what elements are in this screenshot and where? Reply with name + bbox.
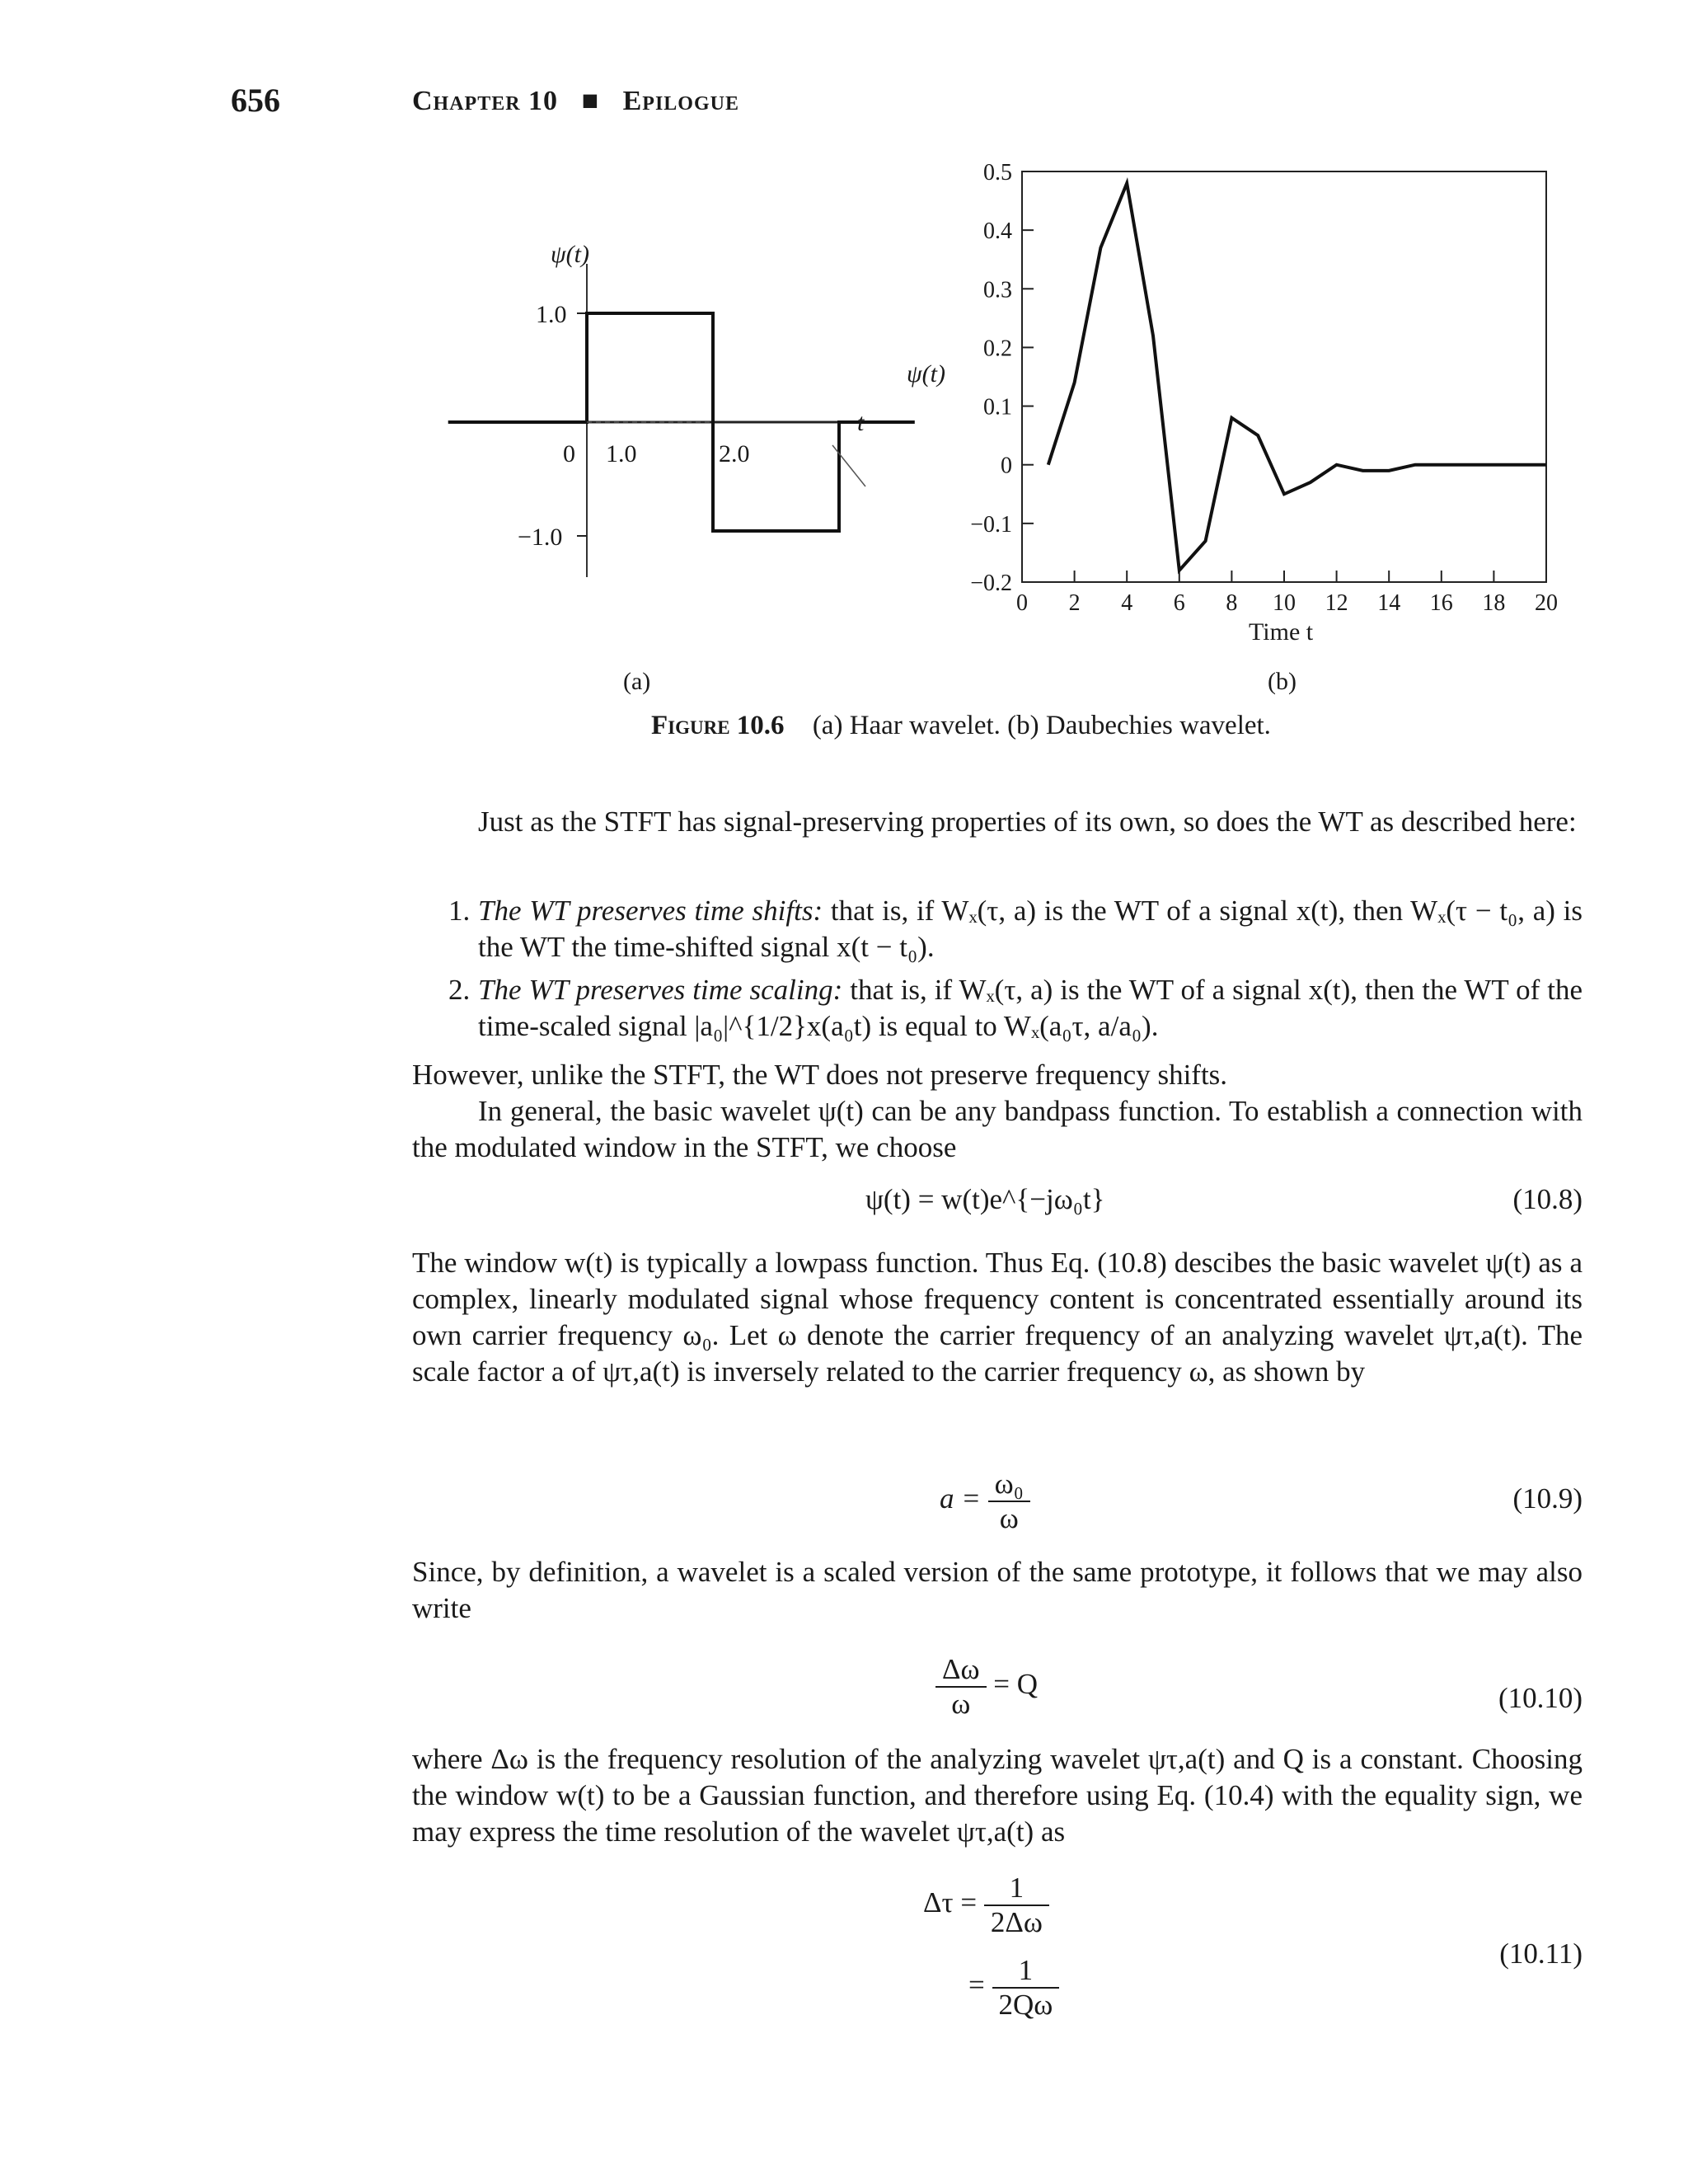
equation-expression xyxy=(940,1468,1030,1535)
paragraph-block-3 xyxy=(412,1554,1582,1627)
paragraph: Since, by definition, a wavelet is a scaled version of the same prototype, it follows that we may also write xyxy=(412,1556,1582,1624)
equation-line-1 xyxy=(923,1872,1049,1939)
panel-b-label: (b) xyxy=(1268,668,1296,695)
chapter-title: Epilogue xyxy=(622,86,739,116)
intro-block xyxy=(412,804,1582,840)
fraction xyxy=(984,1872,1049,1939)
daub-ytick-label: 0.3 xyxy=(983,277,1012,303)
daubechies-panel xyxy=(907,160,1558,695)
header-bullet: ■ xyxy=(581,86,600,116)
list-item-number: 1. xyxy=(448,895,471,927)
fraction xyxy=(992,1954,1060,2022)
fraction xyxy=(988,1468,1030,1535)
daub-ytick-label: −0.1 xyxy=(970,511,1012,538)
paragraph-block-1 xyxy=(412,1057,1582,1166)
equation-lhs: Δτ = xyxy=(923,1886,978,1919)
daub-wavelet-line xyxy=(1048,183,1546,571)
fraction xyxy=(935,1653,987,1721)
daub-xtick-label: 2 xyxy=(1068,590,1081,616)
daub-xtick-label: 14 xyxy=(1377,590,1401,616)
haar-xtick-2: 2.0 xyxy=(719,440,750,467)
haar-xtick-0: 0 xyxy=(563,440,575,467)
daub-y-ticks xyxy=(970,160,1034,596)
equation-expression xyxy=(935,1653,1038,1721)
figure-svg xyxy=(0,0,1688,742)
list-item-text: that is, if Wₓ(τ, a) is the WT of a signal x(t), then the WT of the time-scaled signal |a₀|^{1/2}x(a₀t) is equal to Wₓ(a₀τ, a/a₀). xyxy=(478,974,1582,1042)
intro-paragraph: Just as the STFT has signal-preserving properties of its own, so does the WT as described here: xyxy=(478,805,1577,838)
daub-ytick-label: 0 xyxy=(1001,453,1012,479)
daub-ytick-label: 0.1 xyxy=(983,394,1012,420)
haar-ylabel: ψ(t) xyxy=(551,241,589,268)
equation-10-8 xyxy=(0,1183,1688,1224)
list-item-title: The WT preserves time shifts: xyxy=(478,895,823,927)
daub-ytick-label: 0.4 xyxy=(983,218,1012,245)
daub-xtick-label: 0 xyxy=(1016,590,1028,616)
haar-xlabel: t xyxy=(857,409,865,436)
daub-xtick-label: 20 xyxy=(1535,590,1558,616)
daub-xtick-label: 16 xyxy=(1429,590,1453,616)
equation-10-9 xyxy=(0,1451,1688,1534)
daub-ytick-label: 0.2 xyxy=(983,336,1012,362)
paragraph-block-2 xyxy=(412,1245,1582,1390)
daub-ylabel: ψ(t) xyxy=(907,360,945,387)
fraction-denominator: ω xyxy=(951,1688,971,1720)
figure-10-6 xyxy=(0,0,1688,746)
paragraph: However, unlike the STFT, the WT does not preserve frequency shifts. xyxy=(412,1059,1228,1091)
list-item xyxy=(412,972,1582,1045)
list-item-title: The WT preserves time scaling: xyxy=(478,974,843,1006)
fraction-numerator: Δω xyxy=(935,1653,987,1688)
haar-ytick-neg1: −1.0 xyxy=(518,524,563,551)
equation-expression: ψ(t) = w(t)e^{−jω₀t} xyxy=(865,1183,1105,1215)
daub-xtick-label: 18 xyxy=(1482,590,1506,616)
daub-ytick-label: 0.5 xyxy=(983,160,1012,186)
haar-panel xyxy=(448,241,915,695)
page-number: 656 xyxy=(231,82,280,119)
haar-xtick-1: 1.0 xyxy=(606,440,637,467)
list-item-number: 2. xyxy=(448,974,471,1006)
properties-list xyxy=(412,893,1582,1051)
daub-xtick-label: 4 xyxy=(1121,590,1133,616)
daub-xlabel: Time t xyxy=(1249,618,1314,646)
equation-number: (10.8) xyxy=(1512,1183,1582,1215)
paragraph: The window w(t) is typically a lowpass function. Thus Eq. (10.8) descibes the basic wavelet ψ(t) as a complex, linearly modulated signal whose frequency content is concentrated essentially around its own carrier frequency ω₀. Let ω denote the carrier frequency of an analyzing wavelet ψτ,a(t). The scale factor a of ψτ,a(t) is inversely related to the carrier frequency ω, as shown by xyxy=(412,1247,1582,1388)
equation-rhs: = Q xyxy=(993,1668,1039,1701)
list-item-text: that is, if Wₓ(τ, a) is the WT of a signal x(t), then Wₓ(τ − t₀, a) is the WT the time-shifted signal x(t − t₀). xyxy=(478,895,1583,963)
daub-xtick-label: 8 xyxy=(1226,590,1238,616)
figure-caption xyxy=(651,711,1271,741)
chapter-label: Chapter 10 xyxy=(412,86,559,116)
equation-number: (10.10) xyxy=(1498,1682,1582,1714)
fraction-denominator: 2Qω xyxy=(998,1989,1053,2021)
caption-text: (a) Haar wavelet. (b) Daubechies wavelet. xyxy=(812,711,1271,740)
equation-equals: = xyxy=(968,1969,985,2002)
daub-ytick-label: −0.2 xyxy=(970,571,1012,596)
paragraph: where Δω is the frequency resolution of the analyzing wavelet ψτ,a(t) and Q is a constant. Choosing the window w(t) to be a Gaussian function, and therefore using Eq. (10.4) with the equality sign, we may express the time resolution of the wavelet ψτ,a(t) as xyxy=(412,1743,1582,1848)
fraction-denominator: 2Δω xyxy=(990,1906,1043,1938)
haar-ytick-1: 1.0 xyxy=(536,301,567,328)
paragraph-block-4 xyxy=(412,1741,1582,1850)
panel-a-label: (a) xyxy=(623,668,651,695)
fraction-numerator: ω₀ xyxy=(988,1468,1030,1502)
equation-10-10 xyxy=(0,1645,1688,1727)
caption-label: Figure 10.6 xyxy=(651,711,785,740)
equation-line-2 xyxy=(968,1954,1059,2022)
daub-xtick-label: 12 xyxy=(1325,590,1348,616)
fraction-numerator: 1 xyxy=(984,1872,1049,1906)
equation-number: (10.11) xyxy=(1499,1937,1582,1970)
fraction-numerator: 1 xyxy=(992,1954,1060,1989)
list-item xyxy=(412,893,1582,965)
paragraph: In general, the basic wavelet ψ(t) can be any bandpass function. To establish a connection with the modulated window in the STFT, we choose xyxy=(412,1095,1582,1163)
daub-xtick-label: 10 xyxy=(1273,590,1296,616)
equation-number: (10.9) xyxy=(1512,1482,1582,1515)
daub-xtick-label: 6 xyxy=(1173,590,1185,616)
fraction-denominator: ω xyxy=(999,1502,1019,1534)
daub-frame xyxy=(1022,171,1546,582)
daub-x-ticks xyxy=(1016,571,1558,616)
equation-10-11 xyxy=(0,1872,1688,2036)
equation-lhs: a = xyxy=(940,1482,981,1515)
